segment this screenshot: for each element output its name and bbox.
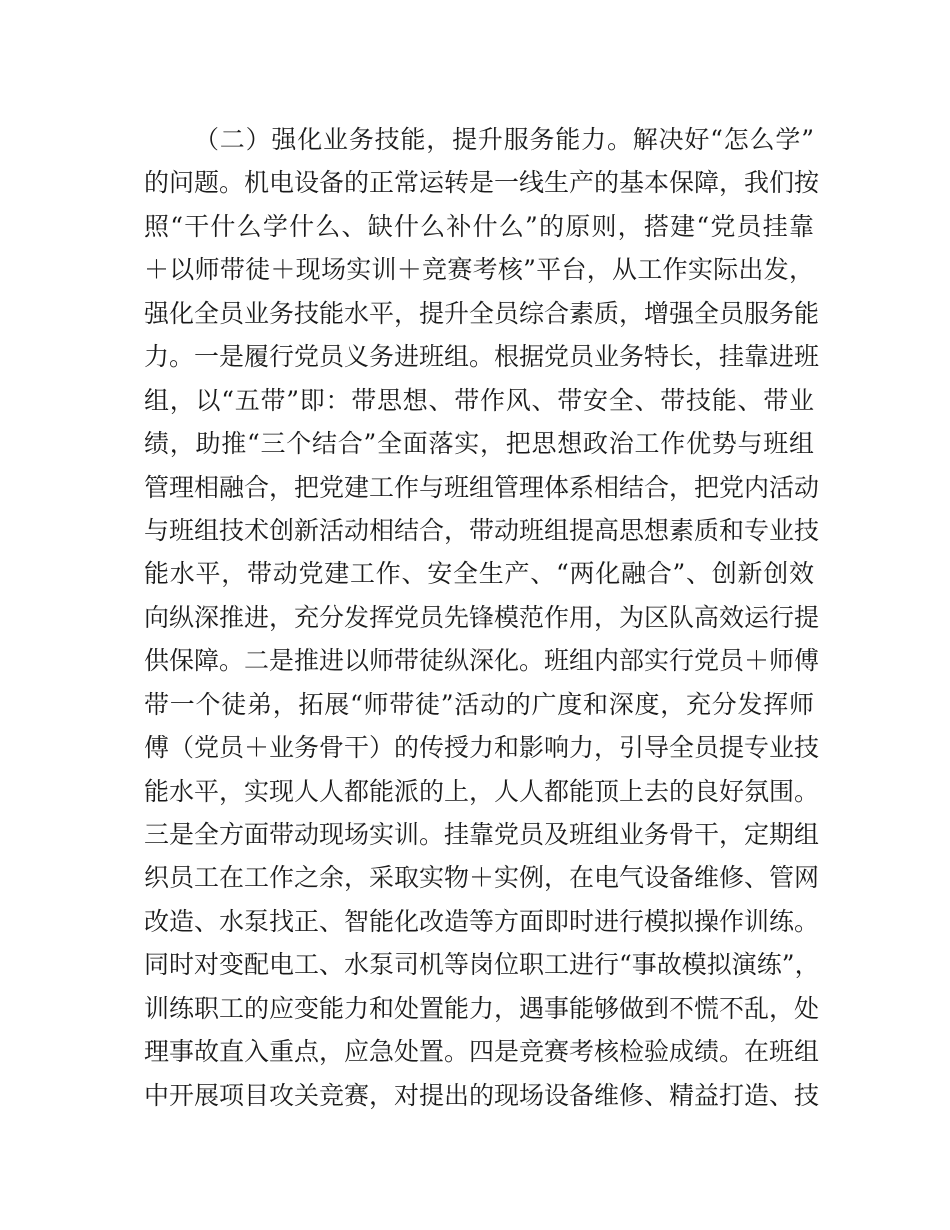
text-line: 与班组技术创新活动相结合，带动班组提高思想素质和专业技: [144, 515, 820, 545]
text-line: 能水平，带动党建工作、安全生产、“两化融合”、创新创效: [144, 559, 814, 589]
text-line: （二）强化业务技能，提升服务能力。解决好“怎么学”: [194, 125, 814, 154]
text-line: 改造、水泵找正、智能化改造等方面即时进行模拟操作训练。: [144, 906, 820, 936]
text-line: 训练职工的应变能力和处置能力，遇事能够做到不慌不乱，处: [144, 993, 820, 1023]
text-line: 能水平，实现人人都能派的上，人人都能顶上去的良好氛围。: [144, 776, 820, 806]
text-line: 傅（党员＋业务骨干）的传授力和影响力，引导全员提专业技: [144, 733, 820, 763]
text-line: 中开展项目攻关竞赛，对提出的现场设备维修、精益打造、技: [144, 1080, 820, 1110]
text-line: ＋以师带徒＋现场实训＋竞赛考核”平台，从工作实际出发，: [144, 255, 814, 285]
text-line: 绩，助推“三个结合”全面落实，把思想政治工作优势与班组: [144, 429, 814, 459]
text-line: 向纵深推进，充分发挥党员先锋模范作用，为区队高效运行提: [144, 602, 820, 632]
text-line: 带一个徒弟，拓展“师带徒”活动的广度和深度，充分发挥师: [144, 689, 814, 719]
text-line: 照“干什么学什么、缺什么补什么”的原则，搭建“党员挂靠: [144, 211, 814, 241]
text-line: 强化全员业务技能水平，提升全员综合素质，增强全员服务能: [144, 298, 820, 328]
body-paragraph: [144, 118, 820, 1117]
text-line: 同时对变配电工、水泵司机等岗位职工进行“事故模拟演练”，: [144, 950, 820, 980]
text-line: 组，以“五带”即：带思想、带作风、带安全、带技能、带业: [144, 385, 814, 415]
text-line: 织员工在工作之余，采取实物＋实例，在电气设备维修、管网: [144, 863, 820, 893]
text-line: 三是全方面带动现场实训。挂靠党员及班组业务骨干，定期组: [144, 820, 820, 849]
text-line: 供保障。二是推进以师带徒纵深化。班组内部实行党员＋师傅: [144, 646, 820, 676]
text-line: 的问题。机电设备的正常运转是一线生产的基本保障，我们按: [144, 168, 820, 198]
text-line: 理事故直入重点，应急处置。四是竞赛考核检验成绩。在班组: [144, 1037, 820, 1067]
text-line: 管理相融合，把党建工作与班组管理体系相结合，把党内活动: [144, 472, 820, 502]
text-line: 力。一是履行党员义务进班组。根据党员业务特长，挂靠进班: [144, 342, 820, 372]
